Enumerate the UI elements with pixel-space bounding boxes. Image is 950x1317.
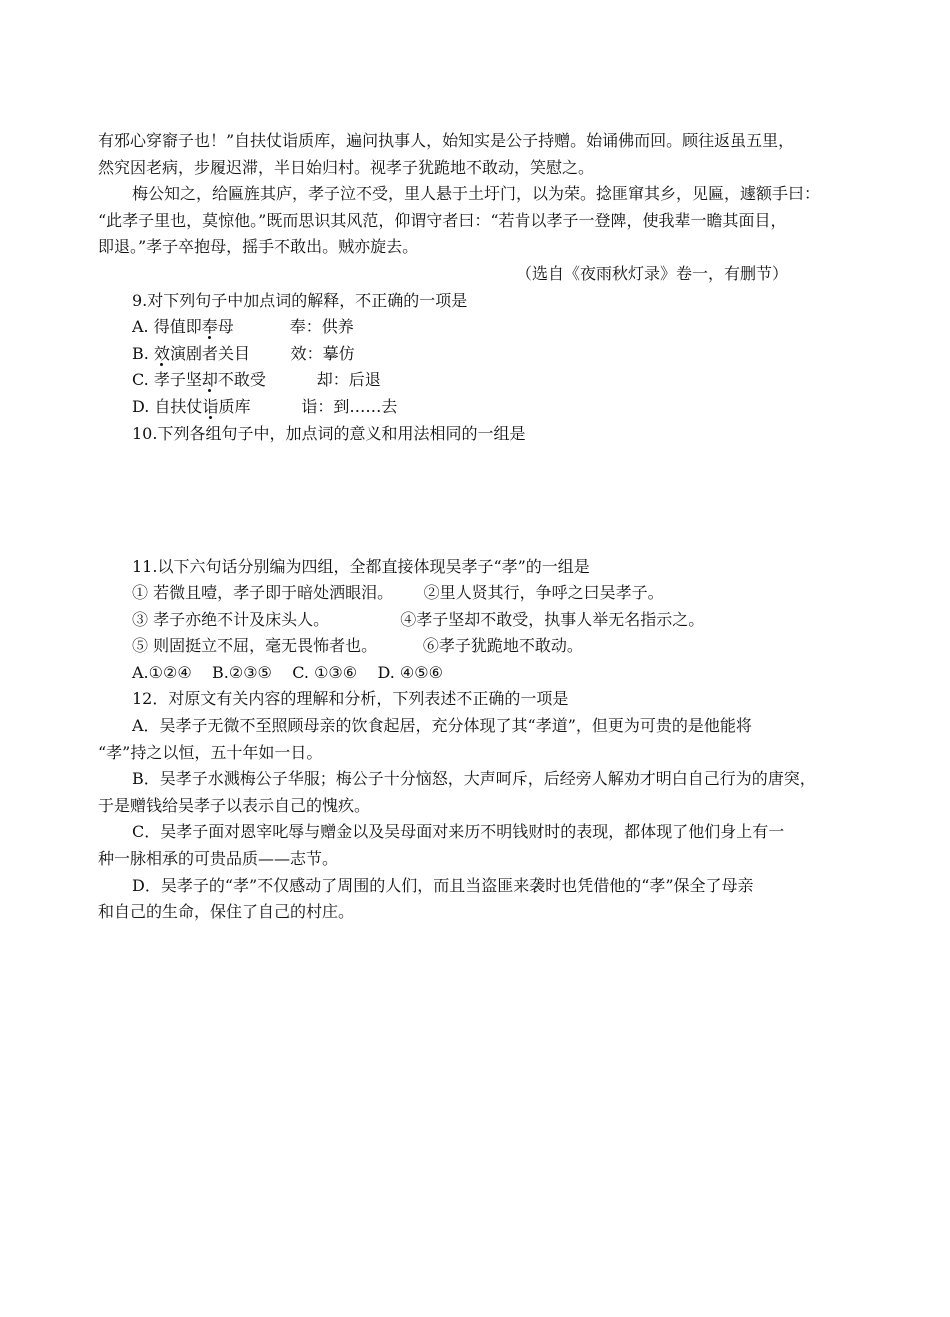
sentence-row: ⑤ 则固挺立不屈，毫无畏怖者也。 ⑥孝子犹跪地不敢动。 xyxy=(132,636,583,656)
option-b: B. 效演剧者关目 效：摹仿 xyxy=(132,343,355,363)
option-d xyxy=(98,527,866,554)
option-a: A．吴孝子无微不至照顾母亲的饮食起居，充分体现了其“孝道”，但更为可贵的是他能将 xyxy=(132,716,752,736)
passage xyxy=(98,128,866,288)
question-10 xyxy=(98,421,866,554)
question-stem: 12．对原文有关内容的理解和分析，下列表述不正确的一项是 xyxy=(132,689,569,709)
passage-line: 梅公知之，给匾旌其庐，孝子泣不受，里人悬于土圩门，以为荣。捻匪窜其乡，见匾，遽额手曰： xyxy=(132,184,821,204)
question-stem: 11.以下六句话分别编为四组，全都直接体现吴孝子“孝”的一组是 xyxy=(132,556,590,576)
option-a-cont: “孝”持之以恒，五十年如一日。 xyxy=(98,742,323,762)
answer-choices: A.①②④ B.②③⑤ C. ①③⑥ D. ④⑤⑥ xyxy=(132,662,443,682)
passage-line: “此孝子里也，莫惊他。”既而思识其风范，仰谓守者曰：“若肯以孝子一登陴，使我辈一瞻其面目， xyxy=(98,210,787,230)
question-stem: 10.下列各组句子中，加点词的意义和用法相同的一组是 xyxy=(132,423,526,443)
option-c-cont: 种一脉相承的可贵品质——志节。 xyxy=(98,849,339,869)
passage-line: 有邪心穿窬子也！”自扶仗诣质库，遍问执事人，始知实是公子持赠。始诵佛而回。顾往返虽五里， xyxy=(98,131,795,150)
passage-line: 即退。”孝子卒抱母，摇手不敢出。贼亦旋去。 xyxy=(98,237,419,257)
dotted-word: 奉 xyxy=(201,317,218,337)
option-d: D. 自扶仗诣质库 诣：到……去 xyxy=(132,396,398,416)
sentence-row: ③ 孝子亦绝不计及床头人。 ④孝子坚却不敢受，执事人举无名指示之。 xyxy=(132,609,705,629)
option-a xyxy=(98,447,866,474)
sentence-row: ① 若微且噎，孝子即于暗处洒眼泪。 ②里人贤其行，争呼之曰吴孝子。 xyxy=(132,583,664,603)
option-b xyxy=(98,474,866,501)
question-12 xyxy=(98,686,866,925)
option-a: A. 得值即奉母 奉：供养 xyxy=(132,317,354,337)
question-11 xyxy=(98,554,866,687)
question-stem: 9.对下列句子中加点词的解释，不正确的一项是 xyxy=(132,290,468,310)
option-c xyxy=(98,500,866,527)
option-d: D．吴孝子的“孝”不仅感动了周围的人们，而且当盗匪来袭时也凭借他的“孝”保全了母亲 xyxy=(132,875,754,895)
dotted-word: 诣 xyxy=(202,396,219,416)
option-b: B．吴孝子水溅梅公子华服；梅公子十分恼怒，大声呵斥，后经旁人解劝才明白自己行为的唐突， xyxy=(132,769,816,789)
question-9 xyxy=(98,288,866,421)
dotted-word: 效 xyxy=(153,343,170,363)
option-d-cont: 和自己的生命，保住了自己的村庄。 xyxy=(98,902,355,922)
option-b-cont: 于是赠钱给吴孝子以表示自己的愧疚。 xyxy=(98,795,371,815)
option-c: C．吴孝子面对恩宰叱辱与赠金以及吴母面对来历不明钱财时的表现，都体现了他们身上有一 xyxy=(132,822,785,842)
source-citation: （选自《夜雨秋灯录》卷一，有删节） xyxy=(515,263,788,283)
dotted-word: 却 xyxy=(201,370,218,390)
passage-line: 然究因老病，步履迟滞，半日始归村。视孝子犹跪地不敢动，笑慰之。 xyxy=(98,157,595,177)
option-c: C. 孝子坚却不敢受 却：后退 xyxy=(132,370,381,390)
